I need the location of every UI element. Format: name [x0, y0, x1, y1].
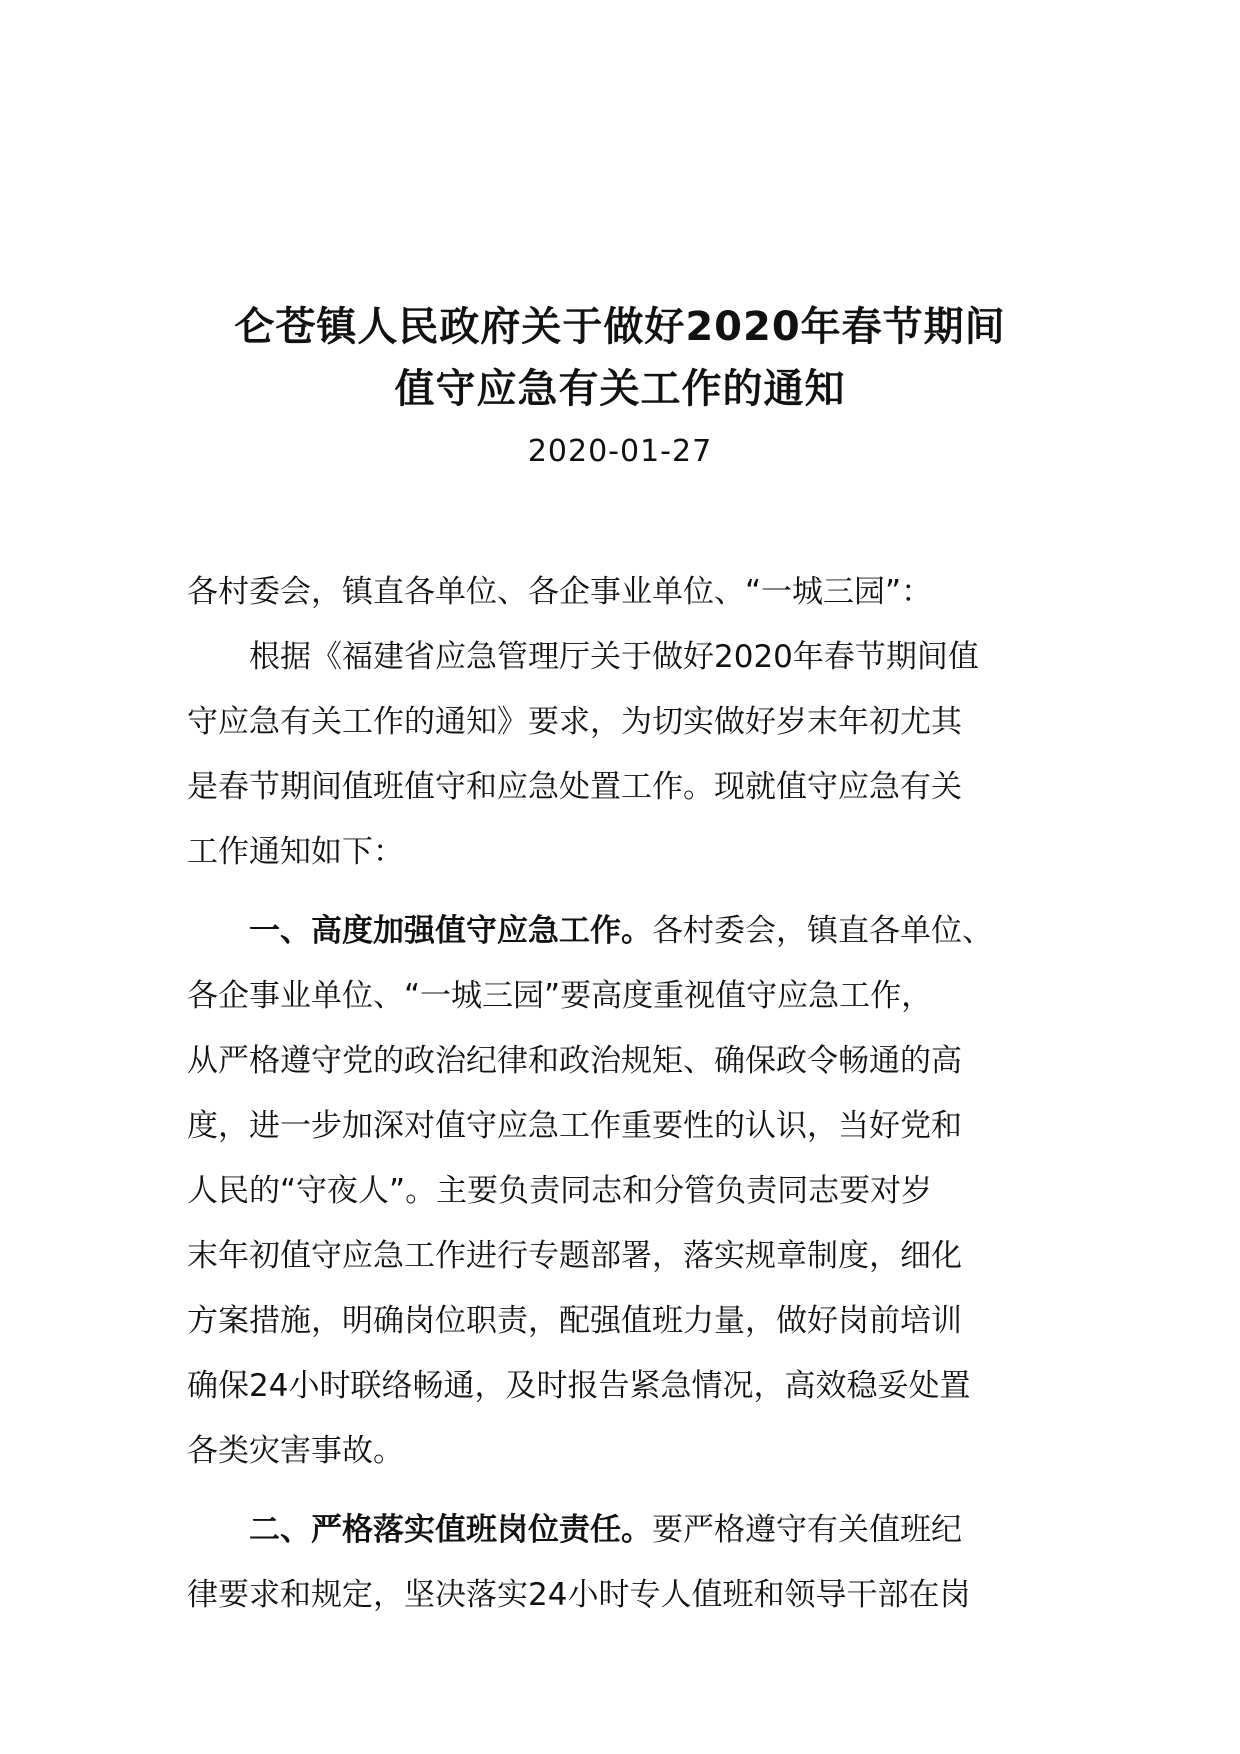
- section-2: [187, 1498, 1067, 1628]
- section-1: [187, 899, 1067, 1484]
- text-line: 根据《福建省应急管理厅关于做好2020年春节期间值: [249, 639, 979, 675]
- text-line: 律要求和规定，坚决落实24小时专人值班和领导干部在岗: [187, 1577, 971, 1613]
- text-line: 守应急有关工作的通知》要求，为切实做好岁末年初尤其: [187, 704, 962, 740]
- text-line: 末年初值守应急工作进行专题部署，落实规章制度，细化: [187, 1238, 962, 1274]
- text-line: [187, 1498, 1067, 1563]
- title-line-1: 仑苍镇人民政府关于做好2020年春节期间: [234, 304, 1006, 350]
- text-line: 确保24小时联络畅通，及时报告紧急情况，高效稳妥处置: [187, 1368, 971, 1404]
- text-line: 人民的“守夜人”。主要负责同志和分管负责同志要对岁: [187, 1173, 933, 1209]
- text-line: 方案措施，明确岗位职责，配强值班力量，做好岗前培训: [187, 1303, 962, 1339]
- document-date: 2020-01-27: [527, 434, 713, 469]
- text-line: 各企事业单位、“一城三园”要高度重视值守应急工作，: [187, 978, 933, 1014]
- salutation-line: 各村委会，镇直各单位、各企事业单位、“一城三园”：: [187, 574, 933, 610]
- document-title: [180, 296, 1060, 420]
- paragraph-intro: [187, 625, 1067, 885]
- text-line: 是春节期间值班值守和应急处置工作。现就值守应急有关: [187, 769, 962, 805]
- section-2-first-text: 要严格遵守有关值班纪: [652, 1512, 962, 1548]
- text-line: 各类灾害事故。: [187, 1433, 404, 1469]
- section-1-first-text: 各村委会，镇直各单位、: [652, 913, 993, 949]
- section-1-heading: 一、高度加强值守应急工作。: [249, 913, 652, 949]
- text-line: [187, 899, 1067, 964]
- section-2-heading: 二、严格落实值班岗位责任。: [249, 1512, 652, 1548]
- text-line: 从严格遵守党的政治纪律和政治规矩、确保政令畅通的高: [187, 1043, 962, 1079]
- title-line-2: 值守应急有关工作的通知: [394, 366, 846, 412]
- text-line: 度，进一步加深对值守应急工作重要性的认识，当好党和: [187, 1108, 962, 1144]
- document-body: [187, 560, 1067, 1628]
- salutation: [187, 560, 1067, 625]
- text-line: 工作通知如下：: [187, 834, 404, 870]
